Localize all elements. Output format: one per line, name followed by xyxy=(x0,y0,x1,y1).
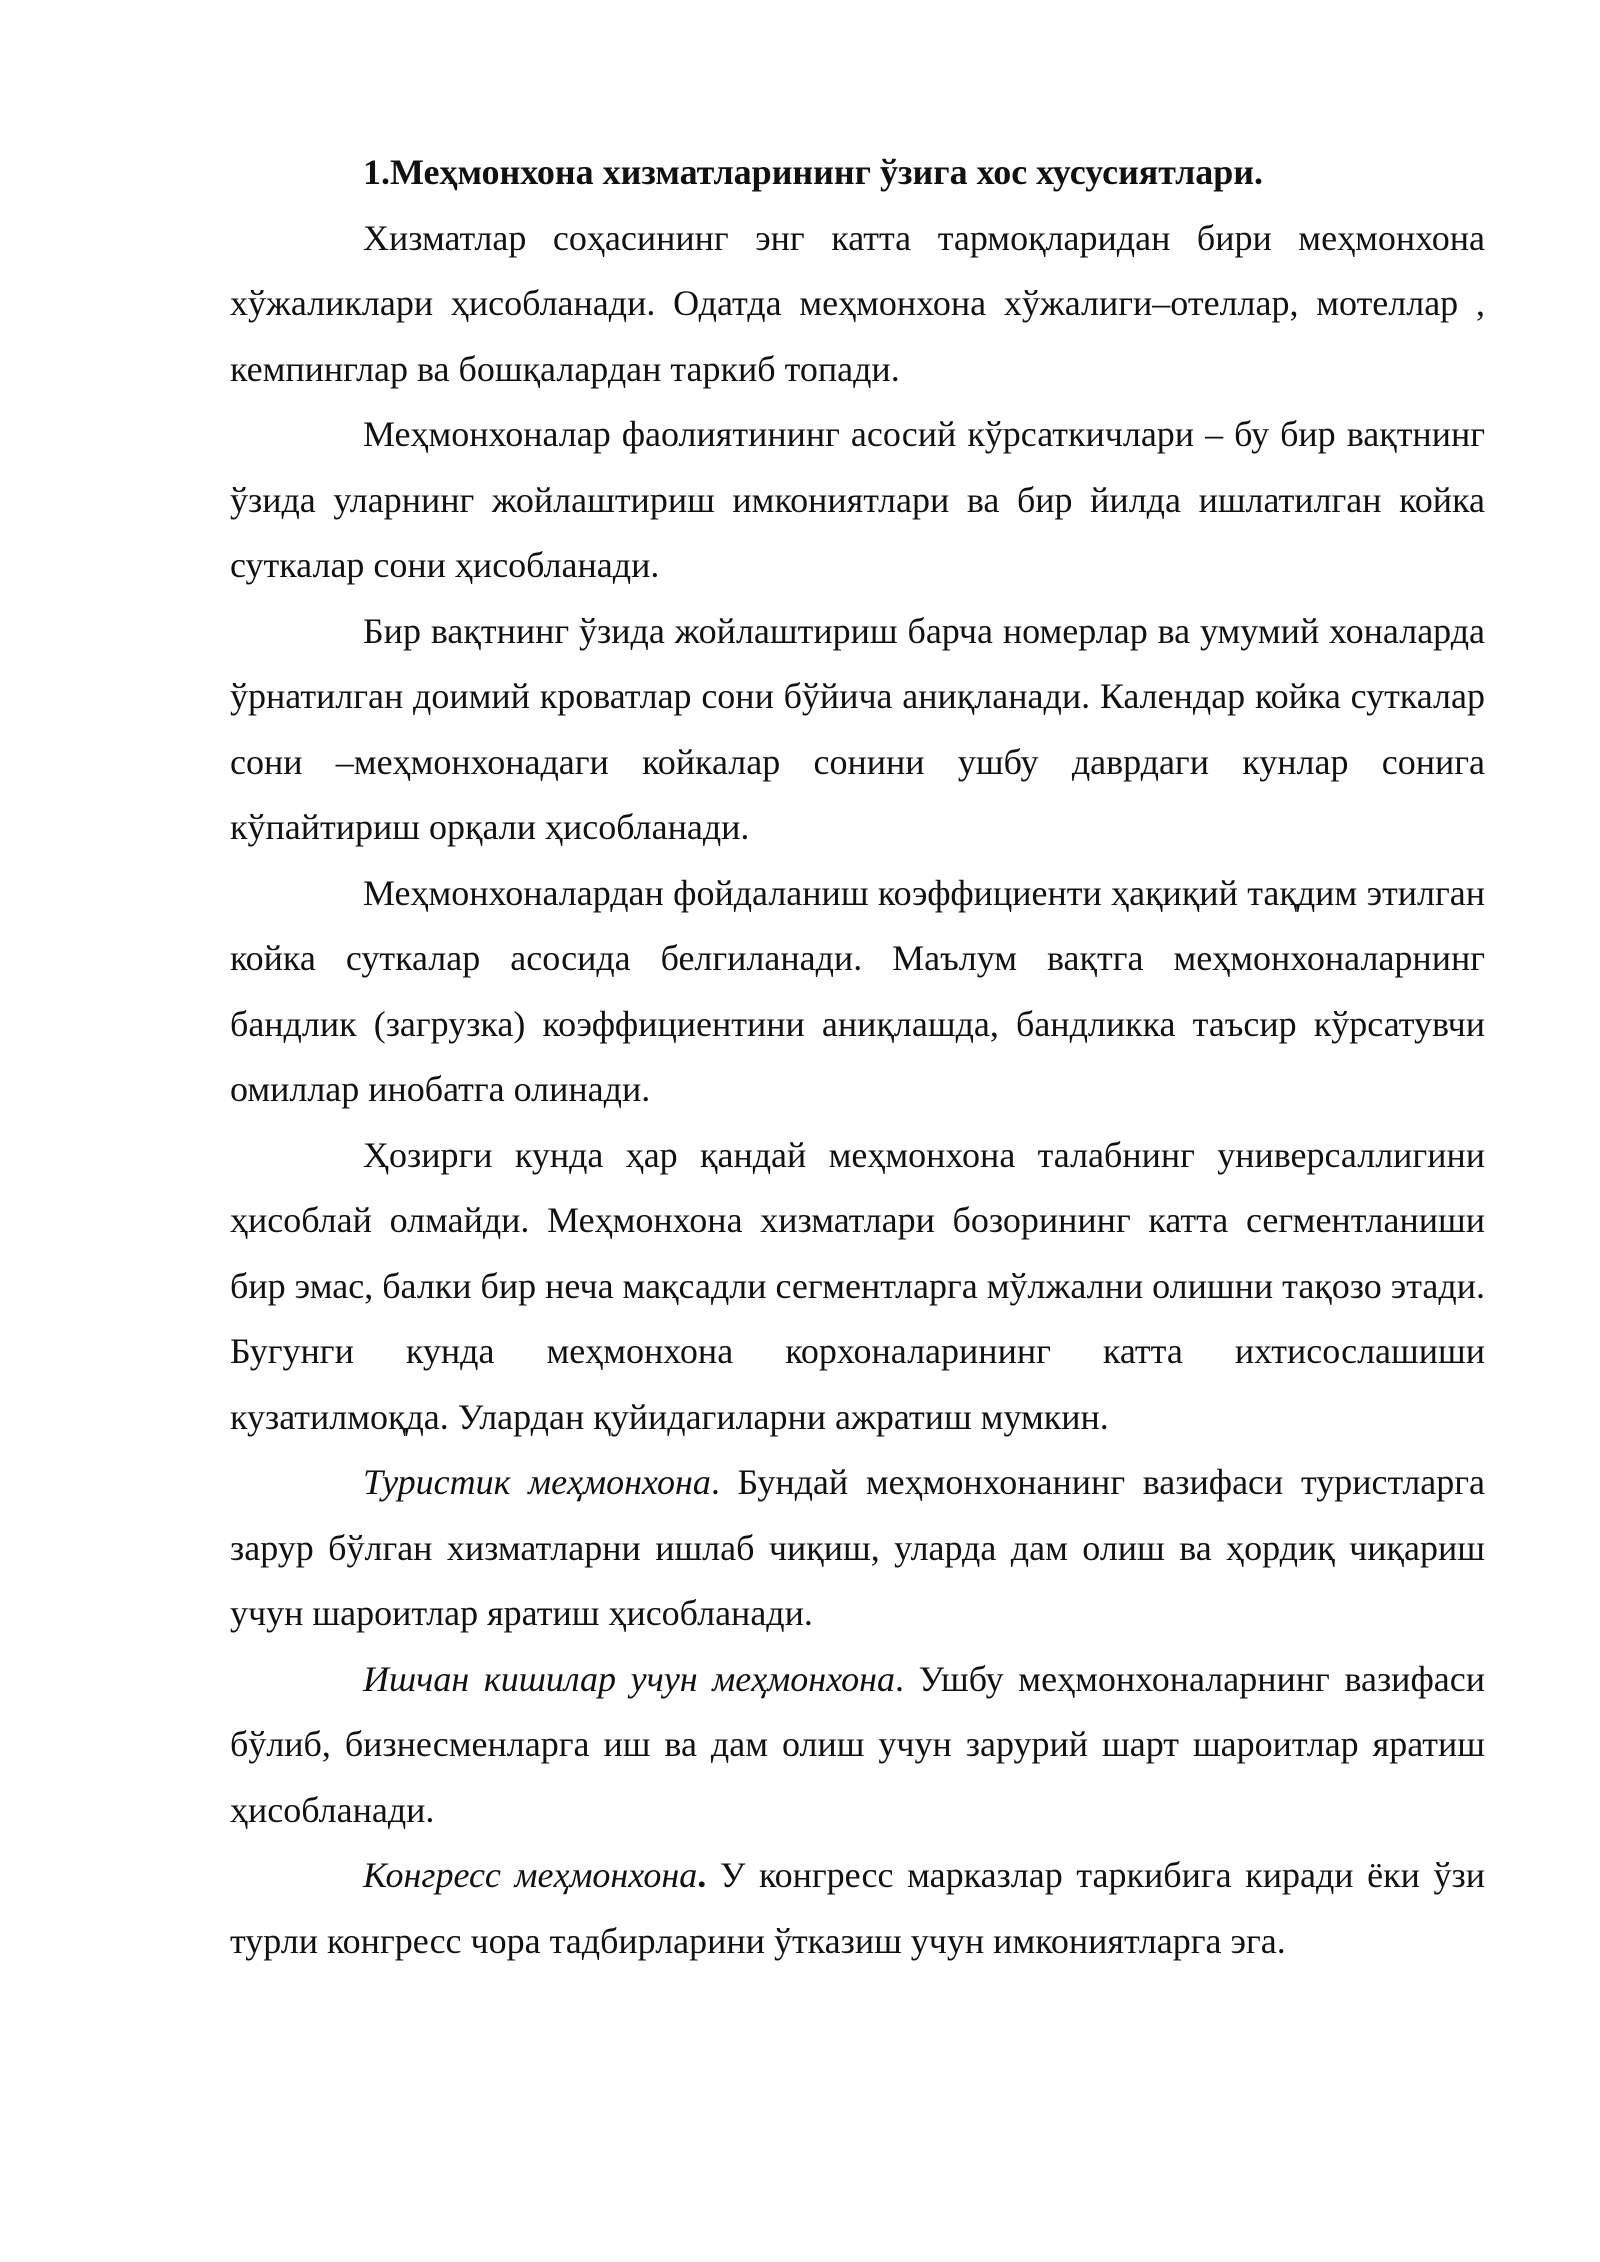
paragraph-key-indicators xyxy=(230,402,1485,599)
paragraph-text: Хизматлар соҳасининг энг катта тармоқларидан бири меҳмонхона хўжаликлари ҳисобланади. Одатда меҳмонхона хўжалиги–отеллар, мотеллар , кемпинглар ва бошқалардан таркиб топади. xyxy=(230,217,1485,389)
paragraph-text: У конгресс марказлар таркибига киради ёки ўзи турли конгресс чора тадбирларини ўтказиш учун имкониятларга эга. xyxy=(230,1855,1485,1961)
document-page xyxy=(230,140,1485,1974)
paragraph-tourist-hotel xyxy=(230,1450,1485,1647)
term-congress-hotel: Конгресс меҳмонхона xyxy=(363,1855,698,1895)
term-punctuation: . xyxy=(710,1462,720,1502)
term-tourist-hotel: Туристик меҳмонхона xyxy=(363,1462,711,1502)
paragraph-text: Бундай меҳмонхонанинг вазифаси туристларга зарур бўлган хизматларни ишлаб чиқиш, уларда дам олиш ва ҳордиқ чиқариш учун шароитлар яратиш ҳисобланади. xyxy=(230,1462,1486,1633)
section-heading: 1.Меҳмонхона хизматларининг ўзига хос хусусиятлари. xyxy=(363,152,1264,192)
paragraph-congress-hotel xyxy=(230,1843,1485,1974)
paragraph-occupancy-coefficient xyxy=(230,861,1485,1123)
paragraph-hotel-industry xyxy=(230,206,1485,403)
paragraph-text: Меҳмонхоналардан фойдаланиш коэффициенти ҳақиқий тақдим этилган койка суткалар асосида белгиланади. Маълум вақтга меҳмонхоналарнинг бандлик (загрузка) коэффициентини аниқлашда, бандликка таъсир кўрсатувчи омиллар инобатга олинади. xyxy=(230,872,1485,1109)
term-business-hotel: Ишчан кишилар учун меҳмонхона xyxy=(363,1658,896,1699)
paragraph-business-hotel xyxy=(230,1647,1485,1844)
paragraph-text: Ушбу меҳмонхоналарнинг вазифаси бўлиб, бизнесменларга иш ва дам олиш учун зарурий шарт шароитлар яратиш ҳисобланади. xyxy=(230,1658,1485,1830)
paragraph-text: Бир вақтнинг ўзида жойлаштириш барча номерлар ва умумий хоналарда ўрнатилган доимий кроватлар сони бўйича аниқланади. Календар койка суткалар сони –меҳмонхонадаги койкалар сонини ушбу даврдаги кунлар сонига кўпайтириш орқали ҳисобланади. xyxy=(230,610,1485,847)
term-punctuation: . xyxy=(895,1658,905,1699)
paragraph-text: Меҳмонхоналар фаолиятининг асосий кўрсаткичлари – бу бир вақтнинг ўзида уларнинг жойлаштириш имкониятлари ва бир йилда ишлатилган койка суткалар сони ҳисобланади. xyxy=(230,414,1485,585)
term-punctuation: . xyxy=(697,1855,707,1895)
paragraph-text: Ҳозирги кунда ҳар қандай меҳмонхона талабнинг универсаллигини ҳисоблай олмайди. Меҳмонхона хизматлари бозорининг катта сегментланиши бир эмас, балки бир неча мақсадли сегментларга мўлжални олишни тақозо этади. Бугунги кунда меҳмонхона корхоналарининг катта ихтисослашиши кузатилмоқда. Улардан қуйидагиларни ажратиш мумкин. xyxy=(230,1134,1485,1437)
paragraph-segmentation xyxy=(230,1123,1485,1451)
paragraph-capacity xyxy=(230,599,1485,861)
